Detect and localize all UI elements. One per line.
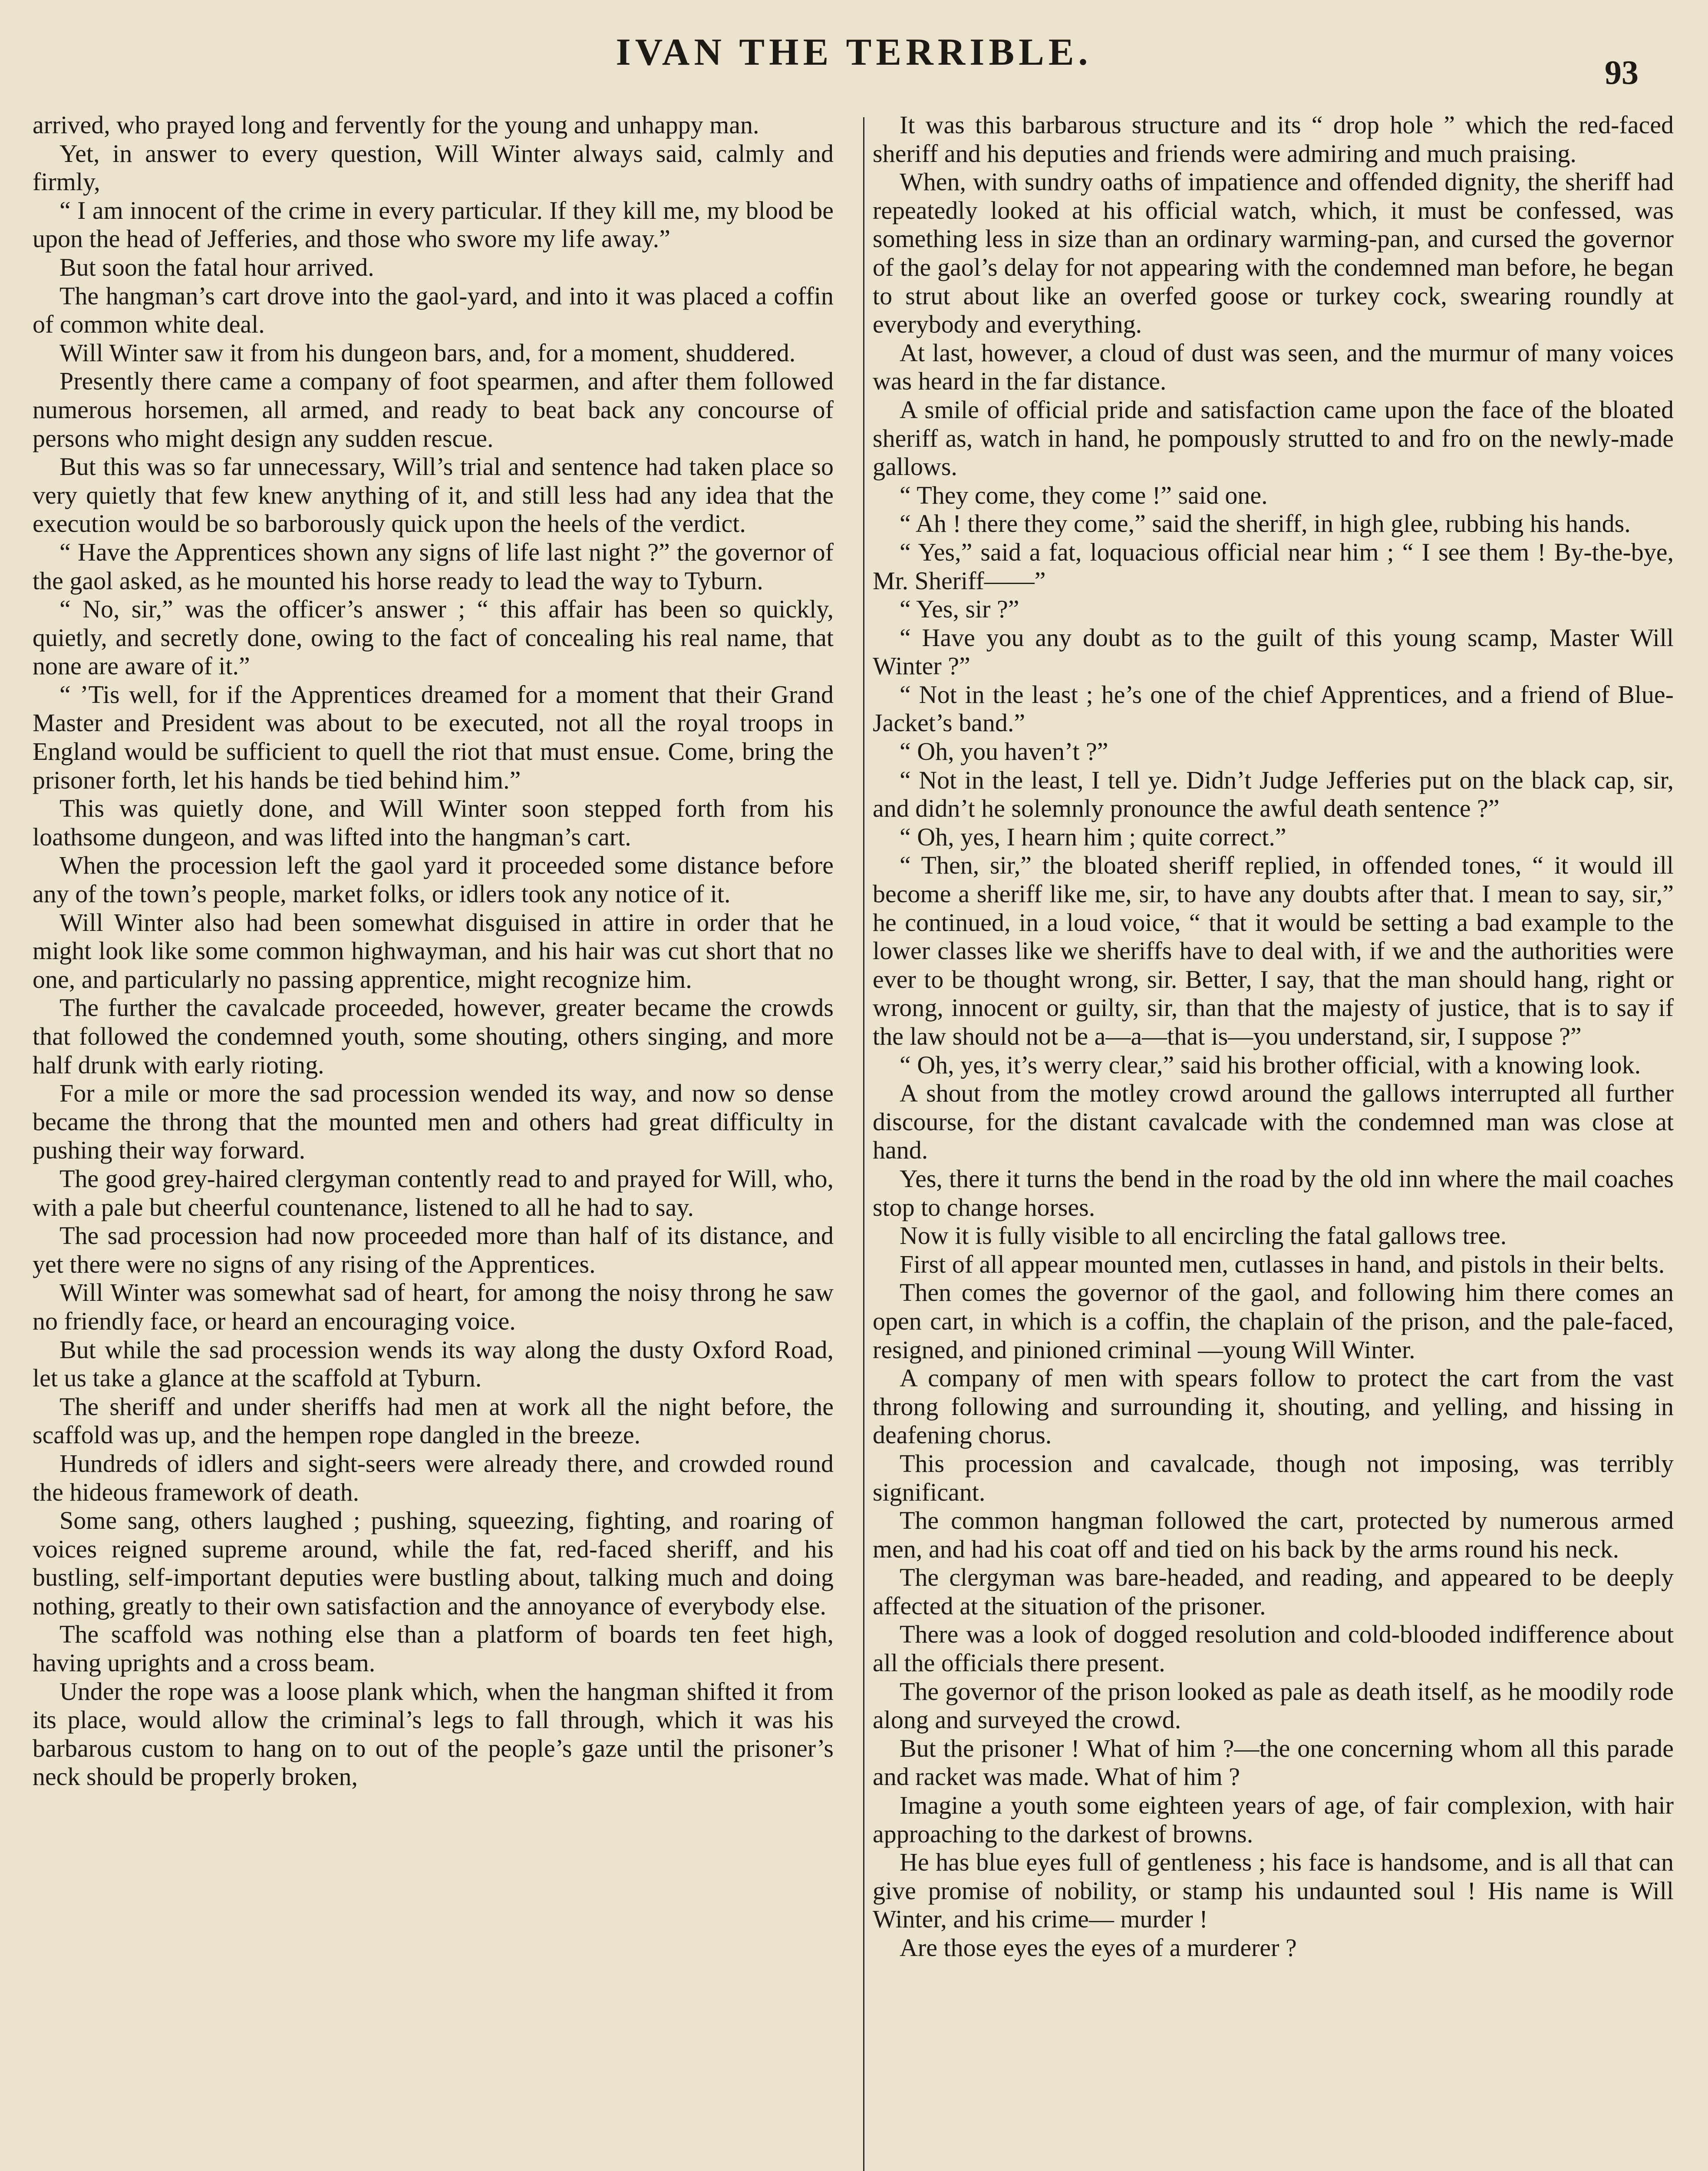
paragraph: When, with sundry oaths of impatience and offended dignity, the sheriff had repeatedly looked at his official watch, which, it must be confessed, was something less in size than an ordinary warming-pan, and cursed the governor of the gaol’s delay for not appearing with the condemned man before, he began to strut about like an overfed goose or turkey cock, swearing roundly at everybody and everything. bbox=[873, 168, 1674, 339]
paragraph: This was quietly done, and Will Winter soon stepped forth from his loathsome dungeon, and was lifted into the hangman’s cart. bbox=[33, 794, 834, 851]
paragraph: There was a look of dogged resolution and cold-blooded indifference about all the officials there present. bbox=[873, 1620, 1674, 1677]
paragraph: At last, however, a cloud of dust was seen, and the murmur of many voices was heard in the far distance. bbox=[873, 338, 1674, 396]
paragraph: But this was so far unnecessary, Will’s trial and sentence had taken place so very quietly that few knew anything of it, and still less had any idea that the execution would be so barborously quick upon the heels of the verdict. bbox=[33, 452, 834, 538]
paragraph: The further the cavalcade proceeded, however, greater became the crowds that followed the condemned youth, some shouting, others singing, and more half drunk with early rioting. bbox=[33, 993, 834, 1079]
paragraph: Under the rope was a loose plank which, when the hangman shifted it from its place, would allow the criminal’s legs to fall through, which it was his barbarous custom to hang on to out of the people’s gaze until the prisoner’s neck should be properly broken, bbox=[33, 1677, 834, 1791]
paragraph: “ No, sir,” was the officer’s answer ; “ this affair has been so quickly, quietly, and secretly done, owing to the fact of concealing his real name, that none are aware of it.” bbox=[33, 595, 834, 680]
right-column bbox=[873, 111, 1674, 2171]
paragraph: Hundreds of idlers and sight-seers were already there, and crowded round the hideous framework of death. bbox=[33, 1449, 834, 1506]
running-head bbox=[0, 30, 1708, 91]
paragraph: A shout from the motley crowd around the gallows interrupted all further discourse, for the distant cavalcade with the condemned man was close at hand. bbox=[873, 1079, 1674, 1165]
paragraph: The clergyman was bare-headed, and reading, and appeared to be deeply affected at the situation of the prisoner. bbox=[873, 1563, 1674, 1620]
paragraph: arrived, who prayed long and fervently for the young and unhappy man. bbox=[33, 111, 759, 139]
paragraph: “ Have the Apprentices shown any signs of life last night ?” the governor of the gaol asked, as he mounted his horse ready to lead the way to Tyburn. bbox=[33, 538, 834, 595]
paragraph: First of all appear mounted men, cutlasses in hand, and pistols in their belts. bbox=[900, 1250, 1665, 1278]
paragraph: “ Yes,” said a fat, loquacious official near him ; “ I see them ! By-the-bye, Mr. Sheriff——” bbox=[873, 538, 1674, 595]
paragraph: A company of men with spears follow to protect the cart from the vast throng following and surrounding it, shouting, and yelling, and hissing in deafening chorus. bbox=[873, 1364, 1674, 1449]
left-column bbox=[33, 111, 834, 2171]
paragraph: When the procession left the gaol yard it proceeded some distance before any of the town’s people, market folks, or idlers took any notice of it. bbox=[33, 851, 834, 908]
paragraph: “ Have you any doubt as to the guilt of this young scamp, Master Will Winter ?” bbox=[873, 623, 1674, 680]
paragraph: For a mile or more the sad procession wended its way, and now so dense became the throng that the mounted men and others had great difficulty in pushing their way forward. bbox=[33, 1079, 834, 1165]
paragraph: Then comes the governor of the gaol, and following him there comes an open cart, in which is a coffin, the chaplain of the prison, and the pale-faced, resigned, and pinioned criminal —young Will Winter. bbox=[873, 1278, 1674, 1364]
paragraph: The governor of the prison looked as pale as death itself, as he moodily rode along and surveyed the crowd. bbox=[873, 1677, 1674, 1734]
running-title: IVAN THE TERRIBLE. bbox=[616, 31, 1092, 73]
paragraph: “ Not in the least ; he’s one of the chief Apprentices, and a friend of Blue-Jacket’s band.” bbox=[873, 680, 1674, 737]
paragraph: But while the sad procession wends its way along the dusty Oxford Road, let us take a glance at the scaffold at Tyburn. bbox=[33, 1335, 834, 1392]
paragraph: “ Not in the least, I tell ye. Didn’t Judge Jefferies put on the black cap, sir, and didn’t he solemnly pronounce the awful death sentence ?” bbox=[873, 765, 1674, 823]
paragraph: Some sang, others laughed ; pushing, squeezing, fighting, and roaring of voices reigned supreme around, while the fat, red-faced sheriff, and his bustling, self-important deputies were bustling about, talking much and doing nothing, greatly to their own satisfaction and the annoyance of everybody else. bbox=[33, 1506, 834, 1620]
paragraph: “ Oh, yes, I hearn him ; quite correct.” bbox=[900, 822, 1286, 851]
paragraph: “ Then, sir,” the bloated sheriff replied, in offended tones, “ it would ill become a sheriff like me, sir, to have any doubts after that. I mean to say, sir,” he continued, in a loud voice, “ that it would be setting a bad example to the lower classes like we sheriffs have to deal with, if we and the authorities were ever to be thought wrong, sir. Better, I say, that the man should hang, right or wrong, innocent or guilty, sir, than that the majesty of justice, that is to say if the law should not be a—a—that is—you understand, sir, I suppose ?” bbox=[873, 851, 1674, 1050]
paragraph: “ I am innocent of the crime in every particular. If they kill me, my blood be upon the head of Jefferies, and those who swore my life away.” bbox=[33, 196, 834, 253]
page-number: 93 bbox=[1605, 53, 1639, 91]
paragraph: The hangman’s cart drove into the gaol-yard, and into it was placed a coffin of common white deal. bbox=[33, 281, 834, 339]
text-columns bbox=[33, 111, 1674, 2171]
paragraph: Will Winter saw it from his dungeon bars, and, for a moment, shuddered. bbox=[59, 338, 796, 367]
paragraph: Presently there came a company of foot spearmen, and after them followed numerous horsemen, all armed, and ready to beat back any concourse of persons who might design any sudden rescue. bbox=[33, 367, 834, 452]
paragraph: Will Winter also had been somewhat disguised in attire in order that he might look like some common highwayman, and his hair was cut short that no one, and particularly no passing apprentice, might recognize him. bbox=[33, 908, 834, 993]
paragraph: But the prisoner ! What of him ?—the one concerning whom all this parade and racket was made. What of him ? bbox=[873, 1734, 1674, 1791]
paragraph: “ Oh, yes, it’s werry clear,” said his brother official, with a knowing look. bbox=[900, 1050, 1641, 1079]
paragraph: The scaffold was nothing else than a platform of boards ten feet high, having uprights and a cross beam. bbox=[33, 1620, 834, 1677]
paragraph: The sheriff and under sheriffs had men at work all the night before, the scaffold was up, and the hempen rope dangled in the breeze. bbox=[33, 1392, 834, 1449]
paragraph: “ Ah ! there they come,” said the sheriff, in high glee, rubbing his hands. bbox=[900, 509, 1631, 538]
paragraph: This procession and cavalcade, though not imposing, was terribly significant. bbox=[873, 1449, 1674, 1506]
paragraph: Yes, there it turns the bend in the road by the old inn where the mail coaches stop to change horses. bbox=[873, 1164, 1674, 1221]
paragraph: Now it is fully visible to all encircling the fatal gallows tree. bbox=[900, 1221, 1507, 1250]
paragraph: A smile of official pride and satisfaction came upon the face of the bloated sheriff as, watch in hand, he pompously strutted to and fro on the newly-made gallows. bbox=[873, 395, 1674, 481]
paragraph: “ They come, they come !” said one. bbox=[900, 481, 1268, 509]
paragraph: Imagine a youth some eighteen years of age, of fair complexion, with hair approaching to the darkest of browns. bbox=[873, 1791, 1674, 1848]
paragraph: The good grey-haired clergyman contently read to and prayed for Will, who, with a pale but cheerful countenance, listened to all he had to say. bbox=[33, 1164, 834, 1221]
paragraph: But soon the fatal hour arrived. bbox=[59, 253, 374, 281]
paragraph: He has blue eyes full of gentleness ; his face is handsome, and is all that can give promise of nobility, or stamp his undaunted soul ! His name is Will Winter, and his crime— murder ! bbox=[873, 1848, 1674, 1933]
paragraph: The common hangman followed the cart, protected by numerous armed men, and had his coat off and tied on his back by the arms round his neck. bbox=[873, 1506, 1674, 1563]
paragraph: “ ’Tis well, for if the Apprentices dreamed for a moment that their Grand Master and President was about to be executed, not all the royal troops in England would be sufficient to quell the riot that must ensue. Come, bring the prisoner forth, let his hands be tied behind him.” bbox=[33, 680, 834, 794]
paragraph: “ Oh, you haven’t ?” bbox=[900, 737, 1108, 766]
paragraph: It was this barbarous structure and its “ drop hole ” which the red-faced sheriff and his deputies and friends were admiring and much praising. bbox=[873, 111, 1674, 168]
paragraph: Are those eyes the eyes of a murderer ? bbox=[900, 1933, 1297, 1962]
paragraph: Will Winter was somewhat sad of heart, for among the noisy throng he saw no friendly face, or heard an encouraging voice. bbox=[33, 1278, 834, 1335]
paragraph: “ Yes, sir ?” bbox=[900, 595, 1019, 624]
paragraph: The sad procession had now proceeded more than half of its distance, and yet there were no signs of any rising of the Apprentices. bbox=[33, 1221, 834, 1278]
paragraph: Yet, in answer to every question, Will Winter always said, calmly and firmly, bbox=[33, 139, 834, 196]
